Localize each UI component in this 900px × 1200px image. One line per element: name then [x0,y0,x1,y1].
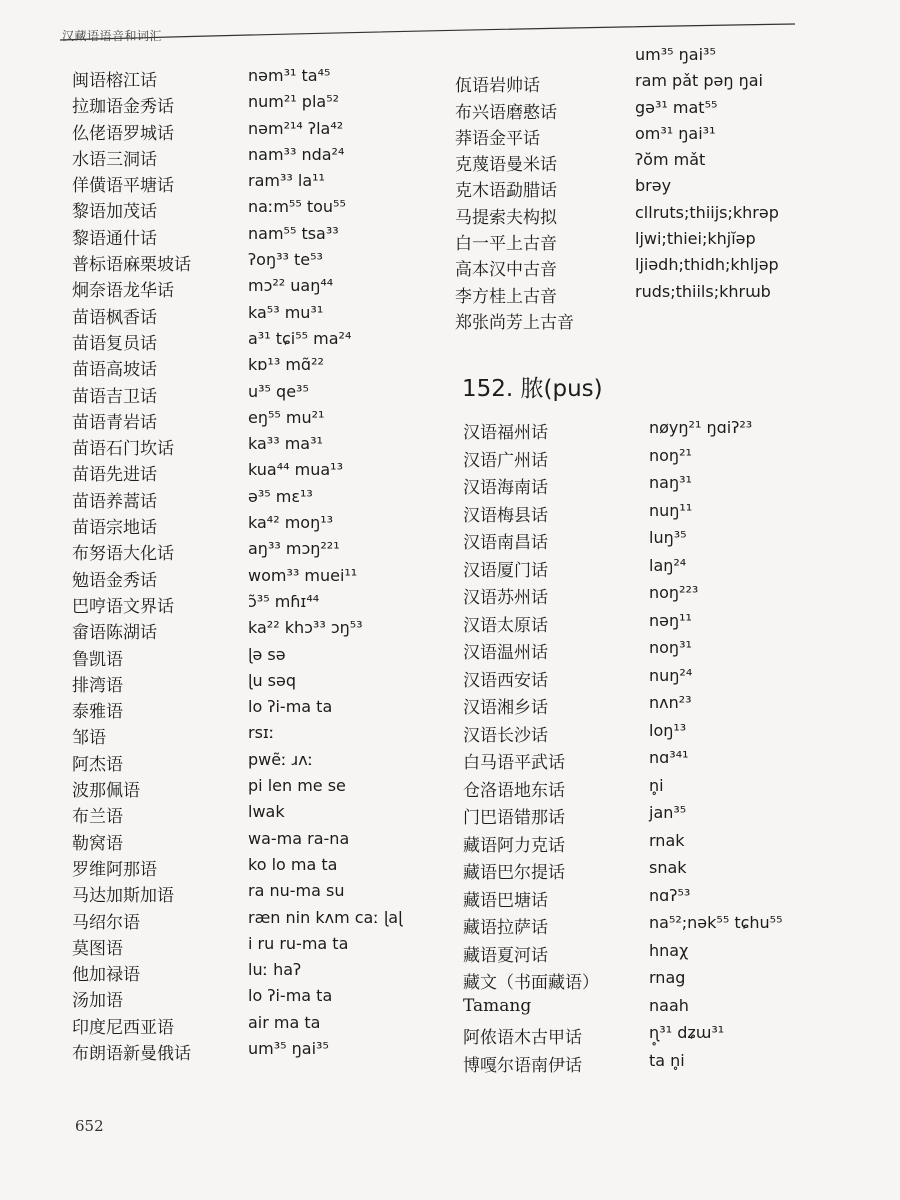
entry-row [463,748,863,776]
pronunciation: air ma ta [248,1012,321,1032]
language-name: 仓洛语地东话 [463,780,565,801]
entry-row [72,776,432,802]
pronunciation: naah [649,995,689,1015]
pronunciation: ʔŏm mǎt [635,150,706,170]
language-name: 他加禄语 [72,965,140,986]
pronunciation: pwẽː ɹʌː [248,749,314,769]
pronunciation: num²¹ pla⁵² [248,92,340,112]
pronunciation: um³⁵ ŋai³⁵ [248,1038,329,1058]
pronunciation: ljwi;thiei;khjĭəp [635,229,756,249]
language-name: 苗语吉卫话 [72,386,157,407]
pronunciation: ta n̥i [649,1050,685,1070]
pronunciation: rnak [649,830,685,850]
pronunciation: hnaχ [649,940,689,960]
language-name: 普标语麻栗坡话 [72,255,191,276]
language-name: 苗语养蒿话 [72,491,157,512]
language-name: 阿侬语木古甲话 [463,1028,582,1048]
entry-row [463,913,863,941]
pronunciation: ram pǎt pəŋ ŋai [635,71,763,91]
pronunciation: eŋ⁵⁵ mu²¹ [248,407,325,427]
language-name: 汉语南昌话 [463,533,548,553]
entry-row [463,501,863,529]
running-title: 汉藏语语音和词汇 [62,29,163,43]
language-name: 门巴语错那话 [463,808,565,828]
language-name: 勒窝语 [72,833,123,854]
pronunciation: brəy [635,176,672,196]
entry-row [72,250,432,276]
language-name: 畲语陈湖话 [72,623,157,644]
entry-row [463,1051,863,1079]
entry-row [72,1013,432,1039]
language-name: 苗语枫香话 [72,307,157,328]
language-name: 苗语高坡话 [72,360,157,381]
language-name: 黎语加茂话 [72,202,157,223]
entry-row [463,803,863,831]
entry-row [72,618,432,644]
language-name: 白一平上古音 [455,234,557,255]
entry-row [72,934,432,960]
pronunciation: ka⁴² moŋ¹³ [248,513,334,533]
entry-row [455,176,855,202]
language-name: 汉语长沙话 [463,725,548,746]
entry-row [72,329,432,355]
pronunciation: ra nu-ma su [248,881,345,901]
pronunciation: ə³⁵ mɛ¹³ [248,486,313,506]
pronunciation: ko lo ma ta [248,854,338,874]
entry-row [455,124,855,150]
entry-row [72,434,432,460]
pronunciation: wa-ma ra-na [248,828,350,848]
language-name: 拉珈语金秀话 [72,97,174,118]
pronunciation: nɑ³⁴¹ [649,748,689,767]
language-name: 汉语广州话 [463,450,548,471]
entry-row [72,802,432,828]
language-name: 排湾语 [72,675,123,696]
pronunciation: ɔ̃³⁵ mɦɪ⁴⁴ [248,591,320,611]
pronunciation: ram³³ la¹¹ [248,171,325,191]
pronunciation: laŋ²⁴ [649,555,687,575]
language-name: Tamang [463,995,532,1016]
pronunciation: ʔoŋ³³ te⁵³ [248,250,323,270]
language-name: 莽语金平话 [455,128,540,149]
pronunciation: snak [649,858,687,877]
entry-row [463,886,863,914]
entry-row [463,968,863,996]
entry-row [463,473,863,501]
pronunciation: lo ʔi-ma ta [248,986,333,1006]
pronunciation: kua⁴⁴ mua¹³ [248,460,343,480]
pronunciation: nøyŋ²¹ ŋɑiʔ²³ [649,418,753,437]
language-name: 佤语岩帅话 [455,76,540,97]
entry-row [463,666,863,694]
entry-row [72,986,432,1012]
entry-row [463,418,863,446]
language-name: 白马语平武话 [463,753,565,773]
pronunciation: ɭu səq [248,670,297,690]
pronunciation: nəŋ¹¹ [649,610,692,630]
entry-row [72,539,432,565]
language-name: 苗语宗地话 [72,518,157,539]
pronunciation: luŋ³⁵ [649,528,687,547]
entry-row [455,308,855,334]
pronunciation: um³⁵ ŋai³⁵ [635,45,716,64]
entry-row [463,611,863,639]
entry-row [455,150,855,176]
language-name: 汤加语 [72,991,123,1012]
entry-row [455,282,855,308]
pronunciation: aŋ³³ mɔŋ²²¹ [248,539,340,559]
entry-row [72,171,432,197]
pronunciation: naŋ³¹ [649,473,692,492]
pronunciation: naːm⁵⁵ tou⁵⁵ [248,197,346,217]
entry-row [72,908,432,934]
entry-row [72,592,432,618]
language-name: 勉语金秀话 [72,570,157,591]
language-name: 藏语阿力克话 [463,835,565,856]
pronunciation: n̥i [649,775,664,795]
pronunciation: loŋ¹³ [649,720,687,740]
entry-row [72,645,432,671]
entry-row [463,638,863,666]
language-name: 苗语石门坎话 [72,439,174,460]
section-heading [462,370,603,403]
entry-row [72,224,432,250]
entry-row [463,528,863,556]
pronunciation: gə³¹ mat⁵⁵ [635,97,718,117]
language-name: 藏语巴尔提话 [463,863,565,883]
language-name: 布兰语 [72,807,123,828]
pronunciation: nɑʔ⁵³ [649,885,691,905]
entry-row [463,858,863,886]
entry-row [463,996,863,1024]
pronunciation: rnag [649,968,686,987]
entry-row [72,303,432,329]
pronunciation: ruds;thiils;khrɯb [635,281,771,301]
language-name: 藏文（书面藏语） [463,973,599,993]
pronunciation: nəm²¹⁴ ʔla⁴² [248,118,344,138]
language-name: 马达加斯加语 [72,886,174,907]
pronunciation: nuŋ²⁴ [649,665,693,685]
entry-row [72,829,432,855]
pronunciation: ljiədh;thidh;khljəp [635,255,779,275]
entry-row [72,855,432,881]
right-bottom-column [463,418,863,1078]
language-name: 苗语复员话 [72,333,157,354]
language-name: 阿杰语 [72,754,123,775]
entry-row [72,382,432,408]
pronunciation: wom³³ muei¹¹ [248,565,358,585]
language-name: 布兴语磨憨话 [455,102,557,123]
pronunciation: nam³³ nda²⁴ [248,144,345,164]
entry-row [72,697,432,723]
language-name: 马提索夫构拟 [455,207,557,228]
pronunciation: nuŋ¹¹ [649,500,693,520]
pronunciation: lwak [248,802,285,822]
pronunciation: noŋ²²³ [649,583,699,602]
pronunciation: i ru ru-ma ta [248,933,349,953]
pronunciation: u³⁵ qe³⁵ [248,381,309,401]
language-name: 汉语海南话 [463,478,548,498]
entry-row [72,460,432,486]
entry-row [463,583,863,611]
entry-row [72,276,432,302]
entry-row [463,556,863,584]
language-name: 汉语太原话 [463,615,548,636]
pronunciation: ræn nin kʌm caː ɭaɭ [248,907,403,927]
entry-row [463,693,863,721]
entry-row [72,960,432,986]
language-name: 黎语通什话 [72,228,157,249]
language-name: 炯奈语龙华话 [72,281,174,302]
language-name: 苗语青岩话 [72,412,157,433]
pronunciation: a³¹ tɕi⁵⁵ ma²⁴ [248,328,352,348]
language-name: 巴哼语文界话 [72,596,174,617]
left-column [72,66,432,1065]
entry-row [72,750,432,776]
pronunciation: ka⁵³ mu³¹ [248,302,324,322]
pronunciation: ɭə sə [248,644,286,664]
language-name: 水语三洞话 [72,149,157,170]
entry-row [72,92,432,118]
pronunciation: ka³³ ma³¹ [248,434,323,454]
language-name: 克蔑语曼米话 [455,155,557,176]
pronunciation: lo ʔi-ma ta [248,697,333,717]
pronunciation: kɒ¹³ mɑ̃²² [248,355,324,375]
pronunciation: luː haʔ [248,960,302,980]
language-name: 汉语苏州话 [463,588,548,608]
language-name: 闽语榕江话 [72,71,157,91]
pronunciation: om³¹ ŋai³¹ [635,123,716,143]
entry-row [72,145,432,171]
language-name: 克木语勐腊话 [455,181,557,202]
pronunciation: noŋ³¹ [649,638,692,657]
language-name: 罗维阿那语 [72,859,157,880]
pronunciation: ɳ̥³¹ dʑɯ³¹ [649,1023,725,1042]
section-title: 脓(pus) [520,376,603,402]
language-name: 藏语巴塘话 [463,890,548,911]
language-name: 邹语 [72,728,106,749]
pronunciation: mɔ²² uaŋ⁴⁴ [248,276,334,296]
entry-row [72,355,432,381]
language-name: 布努语大化话 [72,544,174,565]
pronunciation: nam⁵⁵ tsa³³ [248,223,339,243]
language-name: 莫图语 [72,938,123,959]
language-name: 波那佩语 [72,781,140,802]
page-number: 652 [75,1117,104,1135]
language-name: 鲁凯语 [72,649,123,670]
entry-row [463,446,863,474]
entry-row [463,941,863,969]
language-name: 高本汉中古音 [455,260,557,281]
header-rule [60,18,795,48]
pronunciation: nəm³¹ ta⁴⁵ [248,66,331,85]
entry-row [72,487,432,513]
language-name: 印度尼西亚语 [72,1017,174,1038]
language-name: 苗语先进话 [72,465,157,486]
entry-row [455,229,855,255]
entry-row [72,566,432,592]
language-name: 藏语夏河话 [463,945,548,966]
entry-row [455,98,855,124]
pronunciation: na⁵²;nək⁵⁵ tɕhu⁵⁵ [649,913,783,932]
pronunciation: nʌn²³ [649,693,692,712]
language-name: 汉语西安话 [463,670,548,691]
entry-row [72,513,432,539]
entry-row [455,255,855,281]
language-name: 仫佬语罗城话 [72,123,174,144]
language-name: 泰雅语 [72,702,123,723]
section-number: 152. [462,376,514,402]
language-name: 汉语福州话 [463,423,548,443]
pronunciation: rsɪː [248,723,275,743]
language-name: 布朗语新曼俄话 [72,1043,191,1064]
pronunciation: jan³⁵ [649,803,687,822]
entry-row [72,671,432,697]
entry-row [455,203,855,229]
entry-row [72,119,432,145]
language-name: 佯僙语平塘话 [72,176,174,197]
entry-row [455,71,855,97]
language-name: 汉语湘乡话 [463,698,548,718]
entry-row [72,197,432,223]
right-top-column [455,45,855,334]
entry-row [72,723,432,749]
pronunciation: pi len me se [248,776,346,796]
language-name: 博嘎尔语南伊话 [463,1055,582,1076]
pronunciation: noŋ²¹ [649,445,692,465]
entry-row [455,45,855,71]
language-name: 汉语温州话 [463,643,548,663]
language-name: 李方桂上古音 [455,286,557,307]
entry-row [72,1039,432,1065]
language-name: 郑张尚芳上古音 [455,312,574,333]
entry-row [72,408,432,434]
pronunciation: cllruts;thiijs;khrəp [635,202,779,222]
language-name: 汉语厦门话 [463,560,548,581]
entry-row [72,881,432,907]
entry-row [463,721,863,749]
entry-row [72,66,432,92]
entry-row [463,776,863,804]
language-name: 汉语梅县话 [463,505,548,526]
language-name: 藏语拉萨话 [463,918,548,938]
pronunciation: ka²² khɔ³³ ɔŋ⁵³ [248,618,363,638]
entry-row [463,1023,863,1051]
language-name: 马绍尔语 [72,912,140,933]
entry-row [463,831,863,859]
